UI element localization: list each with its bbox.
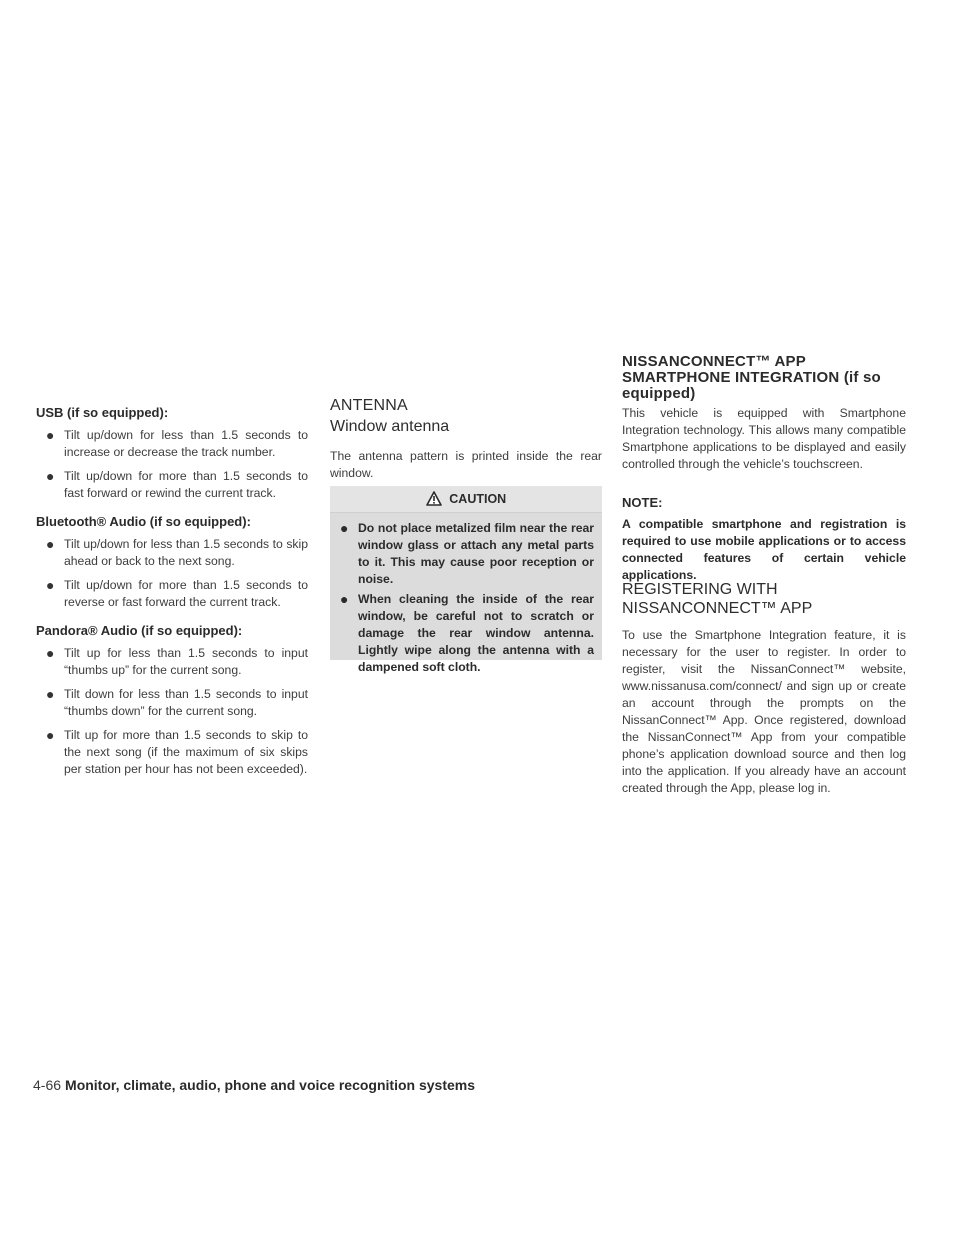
page-footer xyxy=(33,1077,475,1093)
caution-item-text: Do not place metalized film near the rear window glass or attach any metal parts to it. This may cause poor reception or noise. xyxy=(358,521,594,586)
caution-item xyxy=(340,591,594,674)
warning-triangle-icon xyxy=(426,492,449,506)
list-item-text: Tilt up/down for less than 1.5 seconds to skip ahead or back to the next song. xyxy=(64,537,308,568)
list-item xyxy=(46,727,308,781)
bullet-icon: ● xyxy=(46,427,55,443)
section-heading-antenna: ANTENNA xyxy=(330,397,408,414)
subsection-heading-registering: REGISTERING WITH NISSANCONNECT™ APP xyxy=(622,581,813,617)
list-item-text: Tilt up/down for more than 1.5 seconds to reverse or fast forward the current track. xyxy=(64,578,308,609)
bullet-icon: ● xyxy=(46,686,55,702)
bullet-icon: ● xyxy=(340,591,349,607)
bullet-icon: ● xyxy=(46,536,55,552)
list-item xyxy=(46,468,308,504)
caution-header xyxy=(330,486,602,513)
antenna-paragraph: The antenna pattern is printed inside the rear window. xyxy=(330,449,602,480)
bluetooth-heading: Bluetooth® Audio (if so equipped): xyxy=(36,514,251,529)
note-text: A compatible smartphone and registration is required to use mobile applications or to access connected features of certain vehicle applications. xyxy=(622,517,906,582)
list-item-text: Tilt up for less than 1.5 seconds to input “thumbs up” for the current song. xyxy=(64,646,308,677)
section-heading-nissanconnect: NISSANCONNECT™ APP SMARTPHONE INTEGRATION (if so equipped) xyxy=(622,353,881,402)
registering-paragraph: To use the Smartphone Integration feature, it is necessary for the user to register. In order to register, visit the NissanConnect™ website, www.nissanusa.com/connect/ and sign up or create an account through the prompts on the NissanConnect™ App. Once registered, download the NissanConnect™ App from your compatible phone’s application download source and then log into the application. If you already have an account created through the App, please log in. xyxy=(622,628,906,795)
bullet-icon: ● xyxy=(46,468,55,484)
pandora-heading: Pandora® Audio (if so equipped): xyxy=(36,623,243,638)
smartphone-integration-paragraph: This vehicle is equipped with Smartphone Integration technology. This allows many compatible Smartphone applications to be displayed and easily controlled through the vehicle’s touchscreen. xyxy=(622,406,906,471)
list-item xyxy=(46,536,308,572)
note-label: NOTE: xyxy=(622,495,663,510)
subsection-heading-window-antenna: Window antenna xyxy=(330,418,450,435)
usb-heading: USB (if so equipped): xyxy=(36,405,169,420)
list-item xyxy=(46,645,308,681)
list-item-text: Tilt up for more than 1.5 seconds to skip to the next song (if the maximum of six skips per station per hour has not been exceeded). xyxy=(64,728,308,776)
caution-title: CAUTION xyxy=(449,492,507,506)
bullet-icon: ● xyxy=(46,645,55,661)
list-item xyxy=(46,686,308,722)
chapter-title: Monitor, climate, audio, phone and voice recognition systems xyxy=(65,1077,475,1093)
list-item-text: Tilt up/down for more than 1.5 seconds to fast forward or rewind the current track. xyxy=(64,469,308,500)
bullet-icon: ● xyxy=(340,520,349,536)
page-number: 4-66 xyxy=(33,1077,62,1093)
caution-box xyxy=(330,486,602,674)
caution-item-text: When cleaning the inside of the rear window, be careful not to scratch or damage the rear window antenna. Lightly wipe along the antenna with a dampened soft cloth. xyxy=(358,592,594,674)
list-item-text: Tilt down for less than 1.5 seconds to input “thumbs down” for the current song. xyxy=(64,687,308,718)
list-item xyxy=(46,577,308,613)
list-item-text: Tilt up/down for less than 1.5 seconds to increase or decrease the track number. xyxy=(64,428,308,459)
caution-item xyxy=(340,520,594,588)
bullet-icon: ● xyxy=(46,727,55,743)
list-item xyxy=(46,427,308,463)
bullet-icon: ● xyxy=(46,577,55,593)
